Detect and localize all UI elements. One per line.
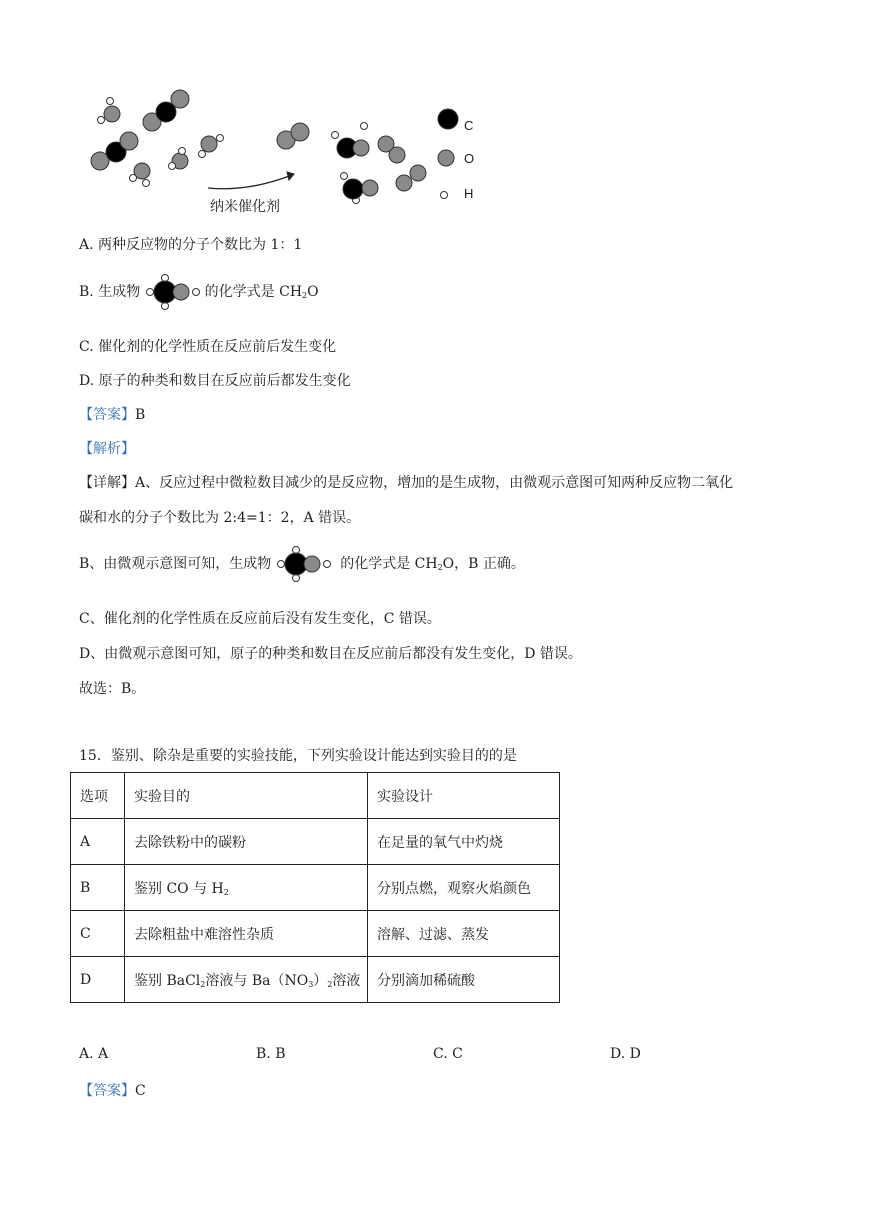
catalyst-label: 纳米催化剂	[210, 198, 280, 214]
reaction-diagram	[88, 88, 488, 218]
answer-value: B	[135, 407, 146, 423]
subscript: 2	[200, 979, 206, 989]
q14-option-b	[79, 274, 319, 314]
q15-stem: 15．鉴别、除杂是重要的实验技能，下列实验设计能达到实验目的的是	[79, 748, 517, 764]
subscript: 3	[308, 979, 314, 989]
oxygen-molecule	[277, 123, 309, 149]
ch2o-molecule-icon	[145, 274, 205, 310]
hydrogen-legend-icon	[441, 192, 448, 199]
oxygen-molecule	[378, 136, 405, 163]
q15-option-b: B. B	[256, 1046, 286, 1062]
legend-o-label: O	[464, 151, 475, 166]
detail-tag: 【详解】	[79, 475, 135, 491]
ch2o-molecule	[341, 173, 379, 204]
cell-design: 分别点燃，观察火焰颜色	[368, 865, 560, 911]
q14-option-b-prefix: B. 生成物	[79, 284, 141, 300]
cell-design: 在足量的氧气中灼烧	[368, 819, 560, 865]
cell-purpose	[125, 865, 368, 911]
q14-option-a: A. 两种反应物的分子个数比为 1：1	[79, 237, 303, 253]
header-purpose: 实验目的	[125, 773, 368, 819]
analysis-b-formula-end: O，B 正确。	[442, 556, 525, 572]
legend-h-label: H	[464, 186, 474, 201]
reaction-arrow-icon	[208, 175, 292, 189]
answer-tag: 【答案】	[79, 1083, 135, 1099]
analysis-b-line	[79, 546, 525, 586]
q14-option-c: C. 催化剂的化学性质在反应前后发生变化	[79, 339, 337, 355]
ch2o-molecule-icon	[276, 546, 336, 582]
cell-option: D	[71, 957, 125, 1003]
answer-tag: 【答案】	[79, 407, 135, 423]
detail-text: A、反应过程中微粒数目减少的是反应物，增加的是生成物，由微观示意图可知两种反应物二氧化	[135, 475, 734, 491]
analysis-tag: 【解析】	[79, 441, 135, 457]
purpose-text: 鉴别 BaCl	[134, 972, 201, 989]
cell-design: 分别滴加稀硫酸	[368, 957, 560, 1003]
water-molecule	[98, 98, 121, 124]
q14-option-b-formula-end: O	[307, 284, 319, 300]
legend-c-label: C	[464, 118, 474, 133]
subscript: 2	[302, 291, 308, 300]
purpose-text: 溶液	[332, 972, 361, 989]
table-row	[71, 819, 560, 865]
subscript: 2	[437, 563, 443, 572]
carbon-legend-icon	[438, 109, 458, 129]
analysis-b-prefix: B、由微观示意图可知，生成物	[79, 556, 272, 572]
water-molecule	[199, 135, 224, 158]
q15-option-a: A. A	[79, 1046, 109, 1062]
cell-purpose	[125, 957, 368, 1003]
subscript: 2	[327, 979, 333, 989]
header-design: 实验设计	[368, 773, 560, 819]
cell-design: 溶解、过滤、蒸发	[368, 911, 560, 957]
oxygen-molecule	[396, 165, 426, 191]
detail-line-1	[79, 472, 733, 492]
oxygen-legend-icon	[438, 150, 454, 166]
analysis-c-line: C、催化剂的化学性质在反应前后没有发生变化，C 错误。	[79, 611, 441, 627]
water-molecule	[130, 163, 151, 187]
table-row	[71, 865, 560, 911]
cell-option: B	[71, 865, 125, 911]
table-row	[71, 957, 560, 1003]
analysis-b-formula: 的化学式是 CH	[340, 556, 438, 572]
detail-line-2: 碳和水的分子个数比为 2:4=1：2，A 错误。	[79, 510, 361, 526]
purpose-text: 鉴别 CO 与 H	[134, 880, 224, 897]
answer-value: C	[135, 1083, 146, 1099]
subscript: 2	[223, 887, 229, 897]
ch2o-molecule	[332, 123, 370, 159]
co2-molecule	[143, 90, 189, 131]
cell-option: C	[71, 911, 125, 957]
cell-purpose: 去除铁粉中的碳粉	[125, 819, 368, 865]
q14-option-b-formula: 的化学式是 CH	[204, 284, 303, 300]
table-header-row	[71, 773, 560, 819]
cell-option: A	[71, 819, 125, 865]
purpose-text: ）	[313, 972, 328, 989]
cell-purpose: 去除粗盐中难溶性杂质	[125, 911, 368, 957]
co2-molecule	[91, 132, 138, 170]
q15-option-c: C. C	[433, 1046, 463, 1062]
q14-option-d: D. 原子的种类和数目在反应前后都发生变化	[79, 373, 351, 389]
experiment-table	[70, 772, 560, 1003]
q15-option-d: D. D	[610, 1046, 641, 1062]
header-option: 选项	[71, 773, 125, 819]
conclusion: 故选：B。	[79, 681, 146, 697]
q14-answer	[79, 404, 145, 424]
table-row	[71, 911, 560, 957]
analysis-d-line: D、由微观示意图可知，原子的种类和数目在反应前后都没有发生变化，D 错误。	[79, 646, 582, 662]
water-molecule	[169, 148, 189, 170]
q15-answer	[79, 1080, 146, 1100]
purpose-text: 溶液与 Ba（NO	[205, 972, 309, 989]
